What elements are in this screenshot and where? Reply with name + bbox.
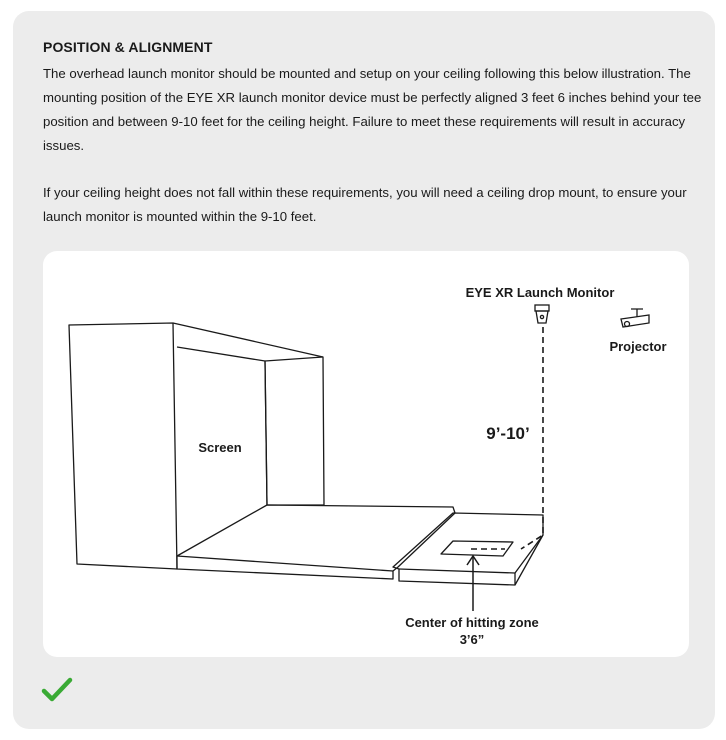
instructions-paragraph: The overhead launch monitor should be mounted and setup on your ceiling following this below illustration. The mounting position of the EYE XR launch monitor device must be perfectly aligned 3 feet 6 inches behind your tee position and between 9-10 feet for the ceiling height. Failure to meet these requirements will result in accuracy issues. (43, 66, 702, 153)
projector-icon (621, 309, 649, 327)
ceiling-mount-paragraph: If your ceiling height does not fall within these requirements, you will need a ceiling drop mount, to ensure your launch monitor is mounted within the 9-10 feet. (43, 185, 687, 224)
enclosure-right-panel (265, 357, 323, 505)
projector-label: Projector (609, 339, 667, 354)
screen-label: Screen (198, 440, 242, 455)
hitting-zone-label: Center of hitting zone (405, 615, 539, 630)
hitting-zone-distance: 3’6” (459, 632, 485, 647)
enclosure-floor (177, 505, 455, 579)
enclosure-back-wall (173, 323, 324, 505)
launch-monitor-label: EYE XR Launch Monitor (465, 285, 615, 300)
setup-illustration (43, 251, 689, 657)
section-title: POSITION & ALIGNMENT (43, 39, 213, 55)
checkmark-icon (41, 676, 73, 704)
launch-monitor-icon (535, 305, 549, 323)
enclosure-left-panel (69, 323, 177, 569)
hitting-mat (393, 513, 543, 585)
alignment-card (13, 11, 715, 729)
height-label: 9’-10’ (486, 424, 530, 443)
